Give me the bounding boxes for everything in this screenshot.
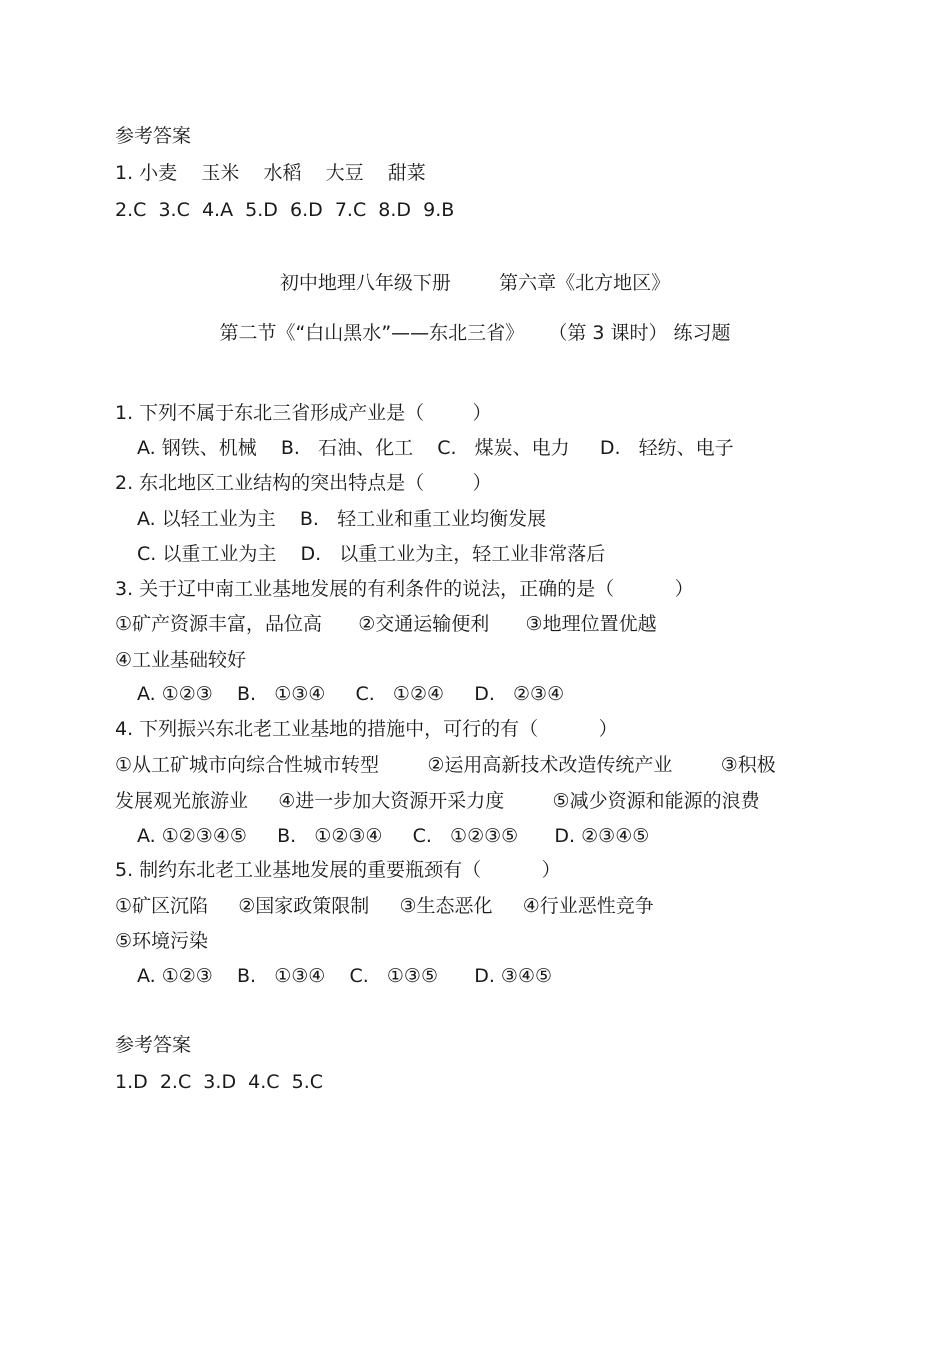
question-3-items-cont: ④工业基础较好 — [115, 649, 247, 671]
question-2-options-cd: C. 以重工业为主 D. 以重工业为主，轻工业非常落后 — [137, 543, 606, 565]
answer-key-heading-1: 参考答案 — [115, 125, 192, 147]
question-5-items: ①矿区沉陷 ②国家政策限制 ③生态恶化 ④行业恶性竞争 — [115, 895, 654, 917]
answer-key-line-2: 2.C 3.C 4.A 5.D 6.D 7.C 8.D 9.B — [115, 199, 455, 221]
question-4-items-cont: 发展观光旅游业 ④进一步加大资源开采力度 ⑤减少资源和能源的浪费 — [115, 790, 760, 812]
question-1-stem: 1. 下列不属于东北三省形成产业是（ ） — [115, 402, 492, 424]
answer-key-line-1: 1. 小麦 玉米 水稻 大豆 甜菜 — [115, 162, 426, 184]
question-2-stem: 2. 东北地区工业结构的突出特点是（ ） — [115, 472, 492, 494]
question-2-options-ab: A. 以轻工业为主 B. 轻工业和重工业均衡发展 — [137, 508, 547, 530]
question-5-stem: 5. 制约东北老工业基地发展的重要瓶颈有（ ） — [115, 859, 561, 881]
question-4-stem: 4. 下列振兴东北老工业基地的措施中，可行的有（ ） — [115, 718, 618, 740]
answer-key-line-3: 1.D 2.C 3.D 4.C 5.C — [115, 1071, 324, 1093]
question-4-items: ①从工矿城市向综合性城市转型 ②运用高新技术改造传统产业 ③积极 — [115, 754, 776, 776]
question-1-options: A. 钢铁、机械 B. 石油、化工 C. 煤炭、电力 D. 轻纺、电子 — [137, 437, 734, 459]
page-title-line-2: 第二节《“白山黑水”——东北三省》 （第 3 课时） 练习题 — [219, 322, 731, 344]
question-3-items: ①矿产资源丰富，品位高 ②交通运输便利 ③地理位置优越 — [115, 613, 657, 635]
question-4-options: A. ①②③④⑤ B. ①②③④ C. ①②③⑤ D. ②③④⑤ — [137, 825, 650, 847]
question-3-stem: 3. 关于辽中南工业基地发展的有利条件的说法，正确的是（ ） — [115, 578, 694, 600]
page-title-line-1: 初中地理八年级下册 第六章《北方地区》 — [279, 272, 671, 294]
answer-key-heading-2: 参考答案 — [115, 1034, 192, 1056]
question-3-options: A. ①②③ B. ①③④ C. ①②④ D. ②③④ — [137, 683, 565, 705]
question-5-options: A. ①②③ B. ①③④ C. ①③⑤ D. ③④⑤ — [137, 965, 553, 987]
question-5-items-cont: ⑤环境污染 — [115, 930, 209, 952]
